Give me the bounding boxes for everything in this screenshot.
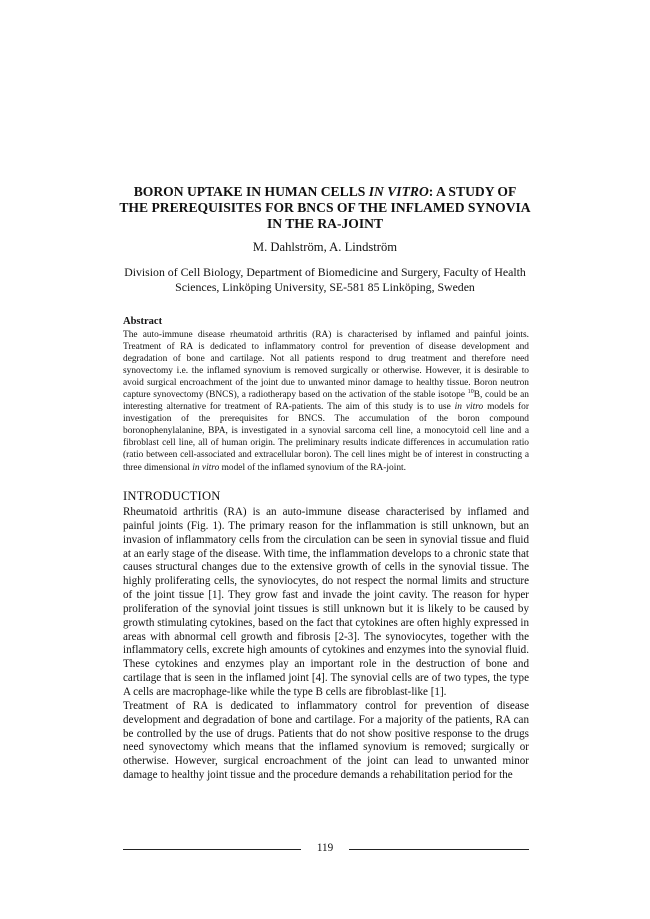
title-line-2: THE PREREQUISITES FOR BNCS OF THE INFLAMED SYNOVIA [119, 200, 531, 215]
introduction-paragraph-1: Rheumatoid arthritis (RA) is an auto-immune disease characterised by inflamed and painful joints (Fig. 1). The primary reason for the inflammation is still unknown, but an invasion of inflammatory cells from the circulation can be seen in synovial tissue and fluid at an early stage of the disease. With time, the inflammation develops to a chronic state that causes structural changes due to the extensive growth of cells in the synovial tissue. The highly proliferating cells, the synoviocytes, do not respect the normal limits and structure of the joint tissue [1]. They grow fast and invade the joint cavity. The reason for hyper proliferation of the synovial joint tissues is still unknown but it is likely to be caused by growth stimulating cytokines, based on the fact that cytokines are often highly expressed in areas with abnormal cell growth and fibrosis [2-3]. The synoviocytes, together with the inflammatory cells, excrete high amounts of cytokines and enzymes into the synovial fluid. These cytokines and enzymes play an important role in the destruction of bone and cartilage that is seen in the inflamed joint [4]. The synovial cells are of two types, the type A cells are macrophage-like while the type B cells are fibroblast-like [1]. [123, 506, 529, 698]
title-line-1 [100, 184, 550, 200]
abstract-body [123, 329, 529, 474]
paper-title [100, 184, 550, 232]
abstract-text: B, could be an interesting alternative for treatment of RA-patients. The aim of this study is to use [123, 390, 529, 413]
page-number: 119 [316, 842, 334, 854]
abstract-text: The auto-immune disease rheumatoid arthritis (RA) is characterised by inflamed and painful joints. Treatment of RA is dedicated to inflammatory control for prevention of disease development and degradation of bone and cartilage. Not all patients respond to drug treatment and therefore need synovectomy i.e. the inflamed synovium is removed surgically or otherwise. However, it is desirable to avoid surgical encroachment of the joint due to unwanted minor damage to healthy tissue. Boron neutron capture synovectomy (BNCS), a radiotherapy based on the activation of the stable isotope [123, 330, 529, 401]
introduction-body [123, 506, 529, 783]
authors: M. Dahlström, A. Lindström [252, 240, 398, 254]
title-text: BORON UPTAKE IN HUMAN CELLS [133, 184, 369, 199]
abstract-text: model of the inflamed synovium of the RA-joint. [219, 462, 406, 473]
title-line-3: IN THE RA-JOINT [266, 216, 384, 231]
abstract-text: models for investigation of the prerequisites for BNCS. The accumulation of the boron compound boronophenylalanine, BPA, is investigated in a synovial sarcoma cell line, a monocytoid cell line and a fibroblast cell line, all of human origin. The preliminary results indicate differences in accumulation ratio (ratio between cell-associated and extracellular boron). The cell lines might be of interest in constructing a three dimensional [123, 402, 529, 473]
affiliation-line-1: Division of Cell Biology, Department of Biomedicine and Surgery, Faculty of Health [124, 265, 526, 279]
footer-rule-right [349, 849, 529, 850]
abstract-heading: Abstract [123, 316, 163, 327]
title-italic-text: IN VITRO [368, 184, 429, 199]
affiliation-line-2: Sciences, Linköping University, SE-581 85 Linköping, Sweden [175, 280, 475, 294]
introduction-heading: INTRODUCTION [123, 489, 221, 503]
abstract-italic: in vitro [454, 402, 484, 413]
isotope-superscript: 10 [467, 389, 474, 396]
title-text: : A STUDY OF [428, 184, 517, 199]
introduction-paragraph-2: Treatment of RA is dedicated to inflammatory control for prevention of disease development and degradation of bone and cartilage. For a majority of the patients, RA can be controlled by the use of drugs. Patients that do not show positive response to the drugs need synovectomy which means that the inflamed synovium is removed; surgically or otherwise. However, surgical encroachment of the joint can lead to unwanted minor damage to healthy joint tissue and the procedure demands a rehabilitation period for the [123, 699, 529, 782]
footer-rule-left [123, 849, 301, 850]
affiliation [110, 265, 540, 295]
abstract-italic: in vitro [192, 462, 220, 473]
